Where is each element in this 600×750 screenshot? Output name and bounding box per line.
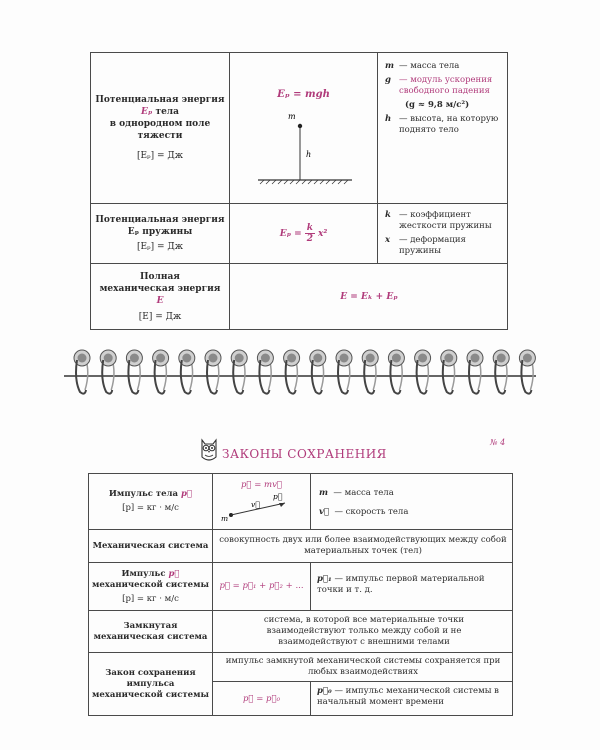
- col-divider: [377, 53, 378, 263]
- fig-m-label: m: [288, 112, 296, 121]
- unit-label: [Eₚ] = Дж: [136, 151, 184, 161]
- binding-ring: [388, 350, 404, 394]
- section-title: ЗАКОНЫ СОХРАНЕНИЯ: [222, 447, 387, 461]
- fig-p-label: p⃗: [273, 492, 283, 501]
- closed-system-definition: [229, 611, 499, 652]
- fraction: [305, 223, 315, 244]
- legend-text: — импульс механической системы в начальный момент времени: [317, 686, 499, 707]
- system-momentum-legend: [317, 574, 509, 596]
- mech-system-title: [89, 530, 212, 562]
- binding-ring: [519, 350, 535, 394]
- total-energy-title: [91, 264, 229, 330]
- title-line: [141, 106, 179, 118]
- section-number: № 4: [490, 438, 506, 447]
- legend-text: — модуль ускорения свободного падения: [399, 75, 493, 96]
- momentum-legend: [319, 488, 509, 518]
- formula: p⃗ = mv⃗: [240, 480, 283, 490]
- formula: Eₚ = mgh: [277, 89, 330, 100]
- conservation-law-statement: [223, 653, 503, 681]
- spiral-binding: [60, 340, 540, 410]
- closed-system-title: [89, 611, 212, 652]
- ground-hatch: [260, 180, 348, 184]
- title-line: Eₚ пружины: [127, 227, 193, 237]
- energy-table: [90, 52, 508, 330]
- title-line: тяжести: [137, 131, 183, 141]
- system-momentum-formula: [213, 563, 310, 610]
- numerator: k: [306, 223, 313, 233]
- title-line: механическая система: [93, 631, 208, 642]
- legend-row: [385, 235, 503, 257]
- legend-text: — высота, на которую поднято тело: [399, 114, 499, 135]
- legend-text: — масса тела: [333, 488, 394, 498]
- spring-formula-cell: [230, 204, 377, 263]
- binding-ring: [284, 350, 300, 394]
- binding-ring: [231, 350, 247, 394]
- legend-row: [385, 210, 503, 232]
- title-line: механическая энергия: [99, 284, 221, 294]
- legend-text: — скорость тела: [334, 507, 409, 517]
- legend-symbol: g: [385, 75, 391, 85]
- total-energy-formula-cell: [230, 264, 508, 330]
- gravity-legend: [385, 61, 503, 139]
- col-divider: [310, 681, 311, 716]
- momentum-formula-cell: [213, 474, 310, 529]
- energy-symbol: Eₚ: [141, 107, 153, 117]
- spring-legend: [385, 210, 503, 260]
- definition-text: система, в которой все материальные точки взаимодействуют только между собой и не взаимодействуют с внешними телами: [263, 615, 465, 647]
- momentum-diagram: [213, 491, 310, 523]
- legend-text: — коэффициент жесткости пружины: [399, 210, 492, 231]
- legend-symbol: m: [385, 61, 394, 71]
- legend-row: [385, 61, 503, 72]
- legend-symbol: k: [385, 210, 391, 220]
- title-line: Потенциальная энергия: [95, 95, 225, 105]
- binding-ring: [441, 350, 457, 394]
- momentum-symbol: p⃗: [168, 568, 180, 579]
- legend-text: — импульс первой материальной точки и т. д.: [317, 574, 485, 595]
- legend-symbol: h: [385, 114, 392, 124]
- binding-ring: [100, 350, 116, 394]
- binding-ring: [74, 350, 90, 394]
- binding-ring: [179, 350, 195, 394]
- title-text: Механическая система: [92, 540, 209, 551]
- title-line: механической системы: [91, 579, 209, 590]
- owl-icon: [198, 437, 220, 463]
- title-line: [109, 489, 192, 500]
- potential-energy-gravity-title: [91, 53, 229, 203]
- statement-text: импульс замкнутой механической системы сохраняется при любых взаимодействиях: [225, 656, 501, 677]
- legend-text: — деформация пружины: [399, 235, 466, 256]
- conservation-law-title: [89, 653, 212, 716]
- unit-label: [E] = Дж: [138, 312, 182, 322]
- energy-symbol: E: [156, 296, 164, 306]
- binding-rings: [74, 350, 535, 394]
- formula-right: x²: [317, 228, 328, 239]
- mass-point: [298, 124, 302, 128]
- height-diagram: [230, 105, 377, 200]
- title-line: в однородном поле: [109, 119, 211, 129]
- system-momentum-title: [89, 563, 212, 610]
- conservation-formula: [213, 682, 310, 716]
- title-text: Импульс тела: [108, 489, 179, 499]
- momentum-title: [89, 474, 212, 529]
- legend-symbol: m: [319, 488, 328, 498]
- binding-ring: [310, 350, 326, 394]
- unit-label: [p] = кг · м/с: [122, 593, 179, 604]
- fig-h-label: h: [306, 150, 312, 159]
- binding-ring: [362, 350, 378, 394]
- col-divider: [310, 474, 311, 529]
- formula: p⃗ = p⃗₁ + p⃗₂ + ...: [219, 581, 304, 591]
- legend-symbol: p⃗₀: [317, 686, 332, 696]
- binding-ring: [415, 350, 431, 394]
- formula: E = Eₖ + Eₚ: [340, 292, 398, 302]
- legend-symbol: v⃗: [319, 507, 330, 517]
- binding-ring: [126, 350, 142, 394]
- binding-ring: [205, 350, 221, 394]
- title-line: Закон сохранения: [105, 668, 196, 678]
- title-line: Полная: [140, 272, 180, 282]
- spring-energy-title: [91, 204, 229, 263]
- binding-ring: [336, 350, 352, 394]
- unit-label: [Eₚ] = Дж: [136, 242, 184, 252]
- momentum-symbol: p⃗: [181, 489, 193, 499]
- formula-left: Eₚ =: [279, 228, 302, 239]
- denominator: 2: [306, 234, 313, 244]
- conservation-legend: [317, 686, 509, 708]
- title-text: Импульс: [121, 568, 166, 579]
- formula: p⃗ = p⃗₀: [242, 693, 281, 704]
- binding-ring: [153, 350, 169, 394]
- col-divider: [310, 562, 311, 610]
- legend-symbol: p⃗₁: [317, 574, 332, 584]
- title-suffix: тела: [152, 107, 179, 117]
- title-line: импульса: [126, 679, 175, 689]
- legend-row: [319, 507, 509, 518]
- title-line: [121, 569, 179, 580]
- legend-row: [385, 75, 503, 97]
- legend-symbol: x: [385, 235, 391, 245]
- legend-row: [319, 488, 509, 499]
- mech-system-definition: [219, 530, 507, 562]
- definition-text: совокупность двух или более взаимодействующих между собой материальных точек (тел): [219, 535, 507, 556]
- legend-row: [385, 100, 503, 111]
- unit-label: [p] = кг · м/с: [122, 503, 179, 513]
- title-line: Потенциальная энергия: [95, 215, 225, 225]
- fig-v-label: v⃗: [251, 500, 260, 509]
- binding-ring: [257, 350, 273, 394]
- title-line: механической системы: [91, 690, 209, 700]
- fig-m-label: m: [221, 514, 229, 523]
- binding-ring: [467, 350, 483, 394]
- binding-ring: [493, 350, 509, 394]
- title-line: Замкнутая: [123, 620, 178, 631]
- gravity-formula-cell: [230, 53, 377, 203]
- arrow-head: [279, 503, 285, 507]
- legend-row: [385, 114, 503, 136]
- legend-text: — масса тела: [399, 61, 460, 71]
- legend-text: (g ≈ 9,8 м/с²): [405, 100, 470, 110]
- conservation-table: [88, 473, 513, 716]
